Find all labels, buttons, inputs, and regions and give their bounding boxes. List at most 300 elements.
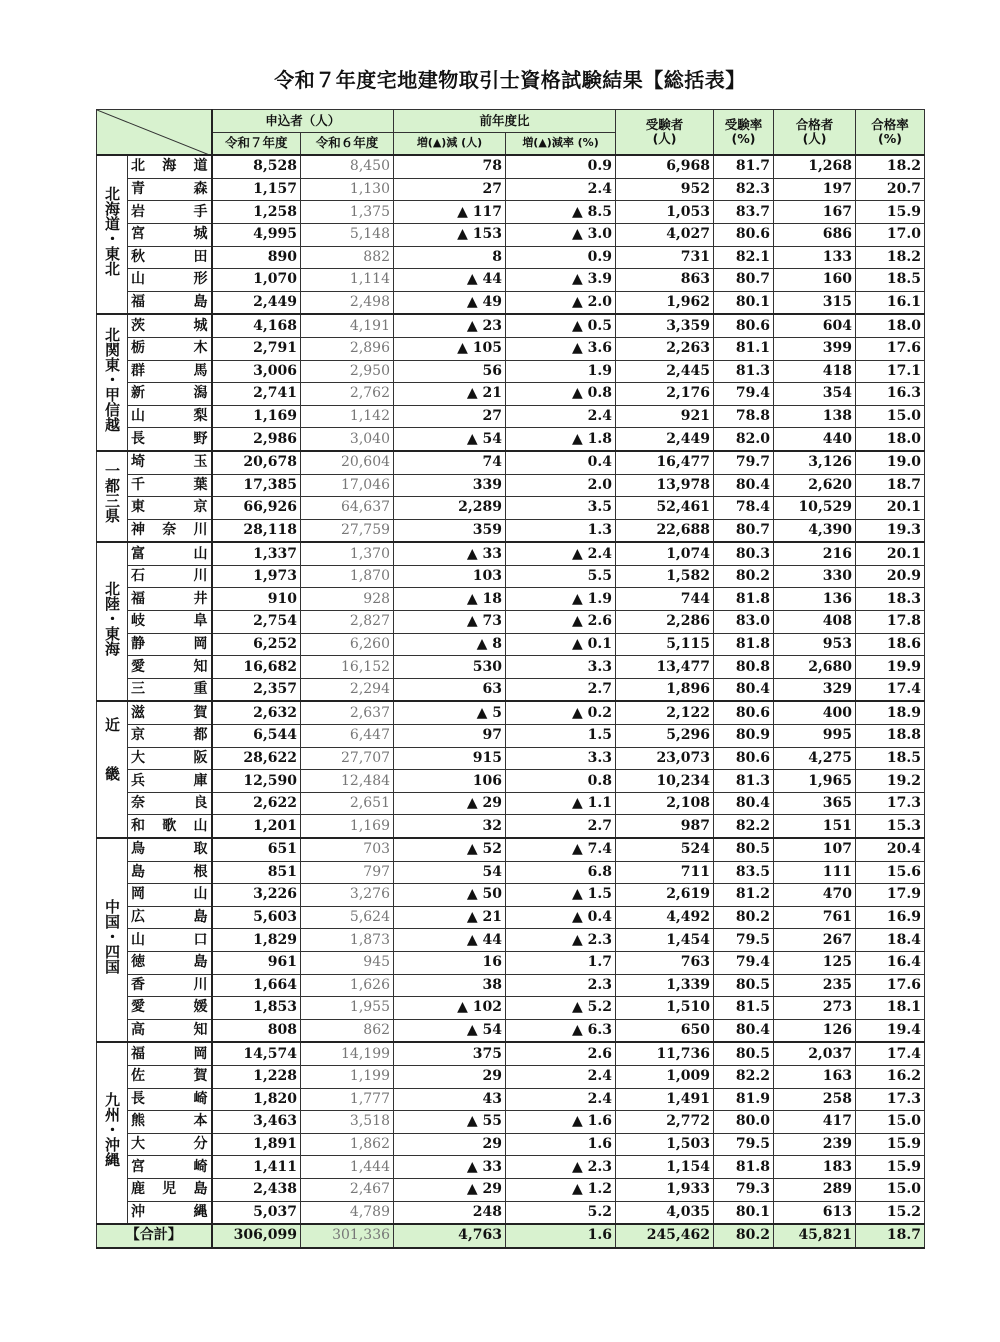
pass-rate-cell: 18.5 — [856, 269, 925, 292]
region-label — [97, 838, 128, 1042]
r6-applicants-cell: 17,046 — [301, 474, 394, 497]
yoy-diff-cell: ▲ 117 — [394, 201, 506, 224]
table-row — [97, 1156, 925, 1179]
pass-rate-cell: 19.3 — [856, 519, 925, 542]
prefecture-cell: 岩手 — [128, 201, 212, 224]
prefecture-cell: 鹿児島 — [128, 1178, 212, 1201]
diagonal-line — [97, 110, 212, 155]
region-name: 一都三県 — [103, 463, 121, 524]
table-row — [97, 838, 925, 861]
pass-rate-cell: 18.5 — [856, 747, 925, 770]
pass-rate-cell: 20.9 — [856, 565, 925, 588]
prefecture-cell: 岡山 — [128, 884, 212, 907]
passers-cell: 470 — [774, 884, 856, 907]
pass-rate-cell: 18.7 — [856, 474, 925, 497]
r7-applicants-cell: 5,037 — [212, 1201, 301, 1224]
region-name: 北陸・東海 — [103, 580, 121, 656]
pass-rate-cell: 16.2 — [856, 1065, 925, 1088]
r7-applicants-cell: 1,411 — [212, 1156, 301, 1179]
passers-cell: 365 — [774, 792, 856, 815]
header-exam-rate: 受験率 (%) — [714, 110, 774, 156]
pass-rate-cell: 16.1 — [856, 291, 925, 314]
table-row — [97, 474, 925, 497]
r6-applicants-cell: 14,199 — [301, 1042, 394, 1065]
table-row — [97, 1133, 925, 1156]
yoy-diff-cell: 56 — [394, 360, 506, 383]
prefecture-cell: 長崎 — [128, 1088, 212, 1111]
prefecture-cell: 石川 — [128, 565, 212, 588]
examinees-cell: 5,296 — [616, 725, 714, 748]
table-row — [97, 815, 925, 838]
r7-applicants-cell: 2,632 — [212, 701, 301, 724]
r6-applicants-cell: 16,152 — [301, 656, 394, 679]
passers-cell: 1,268 — [774, 155, 856, 178]
table-row — [97, 428, 925, 451]
yoy-rate-cell: 1.3 — [506, 519, 616, 542]
yoy-diff-cell: ▲ 153 — [394, 223, 506, 246]
yoy-diff-cell: ▲ 55 — [394, 1111, 506, 1134]
r7-applicants-cell: 17,385 — [212, 474, 301, 497]
table-row — [97, 678, 925, 701]
yoy-rate-cell: ▲ 1.9 — [506, 588, 616, 611]
r6-applicants-cell: 3,276 — [301, 884, 394, 907]
prefecture-cell: 兵庫 — [128, 770, 212, 793]
prefecture-cell: 高知 — [128, 1019, 212, 1042]
exam-rate-cell: 79.5 — [714, 929, 774, 952]
exam-rate-cell: 80.5 — [714, 1042, 774, 1065]
prefecture-cell: 群馬 — [128, 360, 212, 383]
r6-applicants-cell: 1,862 — [301, 1133, 394, 1156]
prefecture-cell: 福岡 — [128, 1042, 212, 1065]
r7-applicants-cell: 1,337 — [212, 542, 301, 565]
pass-rate-cell: 18.4 — [856, 929, 925, 952]
examinees-cell: 5,115 — [616, 633, 714, 656]
passers-cell: 1,965 — [774, 770, 856, 793]
table-row — [97, 542, 925, 565]
r6-applicants-cell: 1,626 — [301, 974, 394, 997]
r7-applicants-cell: 1,820 — [212, 1088, 301, 1111]
yoy-diff-cell: 248 — [394, 1201, 506, 1224]
exam-rate-cell: 83.0 — [714, 611, 774, 634]
examinees-cell: 2,619 — [616, 884, 714, 907]
table-row — [97, 1065, 925, 1088]
examinees-cell: 4,035 — [616, 1201, 714, 1224]
yoy-diff-cell: 54 — [394, 861, 506, 884]
yoy-rate-cell: 1.9 — [506, 360, 616, 383]
examinees-cell: 22,688 — [616, 519, 714, 542]
r7-applicants-cell: 14,574 — [212, 1042, 301, 1065]
r7-applicants-cell: 1,973 — [212, 565, 301, 588]
r6-applicants-cell: 882 — [301, 246, 394, 269]
yoy-rate-cell: ▲ 3.0 — [506, 223, 616, 246]
yoy-rate-cell: 2.7 — [506, 815, 616, 838]
r7-applicants-cell: 8,528 — [212, 155, 301, 178]
prefecture-cell: 埼玉 — [128, 451, 212, 474]
exam-rate-cell: 79.7 — [714, 451, 774, 474]
r7-applicants-cell: 5,603 — [212, 906, 301, 929]
table-row — [97, 314, 925, 337]
yoy-rate-cell: ▲ 5.2 — [506, 997, 616, 1020]
yoy-rate-cell: 1.7 — [506, 951, 616, 974]
r7-applicants-cell: 961 — [212, 951, 301, 974]
r6-applicants-cell: 64,637 — [301, 497, 394, 520]
total-r7-applicants-cell: 306,099 — [212, 1224, 301, 1248]
pass-rate-cell: 18.2 — [856, 155, 925, 178]
yoy-rate-cell: ▲ 2.0 — [506, 291, 616, 314]
r6-applicants-cell: 1,169 — [301, 815, 394, 838]
passers-cell: 133 — [774, 246, 856, 269]
exam-rate-cell: 80.2 — [714, 906, 774, 929]
exam-rate-cell: 83.5 — [714, 861, 774, 884]
exam-rate-cell: 79.4 — [714, 951, 774, 974]
pass-rate-cell: 15.3 — [856, 815, 925, 838]
header-examinees: 受験者 (人) — [616, 110, 714, 156]
exam-rate-cell: 81.3 — [714, 770, 774, 793]
r6-applicants-cell: 1,873 — [301, 929, 394, 952]
r6-applicants-cell: 5,624 — [301, 906, 394, 929]
r7-applicants-cell: 16,682 — [212, 656, 301, 679]
yoy-rate-cell: ▲ 2.6 — [506, 611, 616, 634]
r7-applicants-cell: 28,118 — [212, 519, 301, 542]
r6-applicants-cell: 1,142 — [301, 405, 394, 428]
r6-applicants-cell: 1,130 — [301, 178, 394, 201]
yoy-diff-cell: 106 — [394, 770, 506, 793]
table-row — [97, 451, 925, 474]
corner-diagonal-cell — [97, 110, 212, 156]
yoy-rate-cell: ▲ 2.3 — [506, 1156, 616, 1179]
examinees-cell: 1,896 — [616, 678, 714, 701]
pass-rate-cell: 18.6 — [856, 633, 925, 656]
passers-cell: 418 — [774, 360, 856, 383]
prefecture-cell: 山梨 — [128, 405, 212, 428]
prefecture-cell: 徳島 — [128, 951, 212, 974]
total-examinees-cell: 245,462 — [616, 1224, 714, 1248]
table-row — [97, 201, 925, 224]
yoy-diff-cell: ▲ 18 — [394, 588, 506, 611]
pass-rate-cell: 17.3 — [856, 1088, 925, 1111]
pass-rate-cell: 17.0 — [856, 223, 925, 246]
examinees-cell: 1,154 — [616, 1156, 714, 1179]
yoy-diff-cell: ▲ 105 — [394, 337, 506, 360]
r7-applicants-cell: 20,678 — [212, 451, 301, 474]
exam-rate-cell: 80.2 — [714, 565, 774, 588]
exam-rate-cell: 80.4 — [714, 1019, 774, 1042]
table-row — [97, 291, 925, 314]
table-row — [97, 1178, 925, 1201]
passers-cell: 330 — [774, 565, 856, 588]
table-row — [97, 701, 925, 724]
r6-applicants-cell: 2,950 — [301, 360, 394, 383]
table-row — [97, 1111, 925, 1134]
yoy-diff-cell: 29 — [394, 1065, 506, 1088]
exam-rate-cell: 81.7 — [714, 155, 774, 178]
exam-rate-cell: 80.4 — [714, 474, 774, 497]
r6-applicants-cell: 2,762 — [301, 383, 394, 406]
passers-cell: 151 — [774, 815, 856, 838]
pass-rate-cell: 19.2 — [856, 770, 925, 793]
prefecture-cell: 福島 — [128, 291, 212, 314]
yoy-rate-cell: ▲ 0.1 — [506, 633, 616, 656]
prefecture-cell: 佐賀 — [128, 1065, 212, 1088]
r7-applicants-cell: 3,463 — [212, 1111, 301, 1134]
yoy-rate-cell: ▲ 3.6 — [506, 337, 616, 360]
yoy-rate-cell: ▲ 1.5 — [506, 884, 616, 907]
yoy-rate-cell: 2.4 — [506, 1088, 616, 1111]
total-pass-rate-cell: 18.7 — [856, 1224, 925, 1248]
table-row — [97, 360, 925, 383]
yoy-rate-cell: ▲ 7.4 — [506, 838, 616, 861]
table-row — [97, 906, 925, 929]
passers-cell: 10,529 — [774, 497, 856, 520]
yoy-diff-cell: ▲ 29 — [394, 1178, 506, 1201]
yoy-diff-cell: 27 — [394, 405, 506, 428]
r7-applicants-cell: 6,544 — [212, 725, 301, 748]
yoy-diff-cell: ▲ 44 — [394, 929, 506, 952]
yoy-rate-cell: ▲ 0.2 — [506, 701, 616, 724]
pass-rate-cell: 17.4 — [856, 678, 925, 701]
pass-rate-cell: 15.9 — [856, 1156, 925, 1179]
total-row — [97, 1224, 925, 1248]
header-r7: 令和７年度 — [212, 132, 301, 155]
examinees-cell: 2,122 — [616, 701, 714, 724]
pass-rate-cell: 20.1 — [856, 542, 925, 565]
r6-applicants-cell: 3,518 — [301, 1111, 394, 1134]
passers-cell: 239 — [774, 1133, 856, 1156]
r7-applicants-cell: 1,157 — [212, 178, 301, 201]
yoy-diff-cell: ▲ 52 — [394, 838, 506, 861]
table-row — [97, 337, 925, 360]
header-r6: 令和６年度 — [301, 132, 394, 155]
yoy-diff-cell: 29 — [394, 1133, 506, 1156]
r6-applicants-cell: 12,484 — [301, 770, 394, 793]
passers-cell: 329 — [774, 678, 856, 701]
r7-applicants-cell: 1,258 — [212, 201, 301, 224]
yoy-rate-cell: 2.0 — [506, 474, 616, 497]
exam-rate-cell: 78.8 — [714, 405, 774, 428]
yoy-diff-cell: 38 — [394, 974, 506, 997]
passers-cell: 399 — [774, 337, 856, 360]
table-row — [97, 656, 925, 679]
r7-applicants-cell: 1,664 — [212, 974, 301, 997]
exam-rate-cell: 81.5 — [714, 997, 774, 1020]
examinees-cell: 1,503 — [616, 1133, 714, 1156]
exam-rate-cell: 82.3 — [714, 178, 774, 201]
r7-applicants-cell: 1,891 — [212, 1133, 301, 1156]
examinees-cell: 524 — [616, 838, 714, 861]
region-name: 九州・沖縄 — [103, 1092, 121, 1168]
pass-rate-cell: 19.9 — [856, 656, 925, 679]
yoy-rate-cell: ▲ 0.8 — [506, 383, 616, 406]
examinees-cell: 2,449 — [616, 428, 714, 451]
prefecture-cell: 香川 — [128, 974, 212, 997]
table-row — [97, 1019, 925, 1042]
exam-rate-cell: 80.1 — [714, 291, 774, 314]
table-row — [97, 519, 925, 542]
r7-applicants-cell: 1,169 — [212, 405, 301, 428]
r7-applicants-cell: 2,449 — [212, 291, 301, 314]
passers-cell: 995 — [774, 725, 856, 748]
table-row — [97, 611, 925, 634]
yoy-rate-cell: 3.3 — [506, 747, 616, 770]
yoy-diff-cell: 375 — [394, 1042, 506, 1065]
exam-rate-cell: 80.4 — [714, 792, 774, 815]
total-label-cell: 【合計】 — [97, 1224, 212, 1248]
examinees-cell: 2,286 — [616, 611, 714, 634]
yoy-diff-cell: 43 — [394, 1088, 506, 1111]
exam-rate-cell: 80.6 — [714, 314, 774, 337]
passers-cell: 2,037 — [774, 1042, 856, 1065]
pass-rate-cell: 18.0 — [856, 314, 925, 337]
table-row — [97, 951, 925, 974]
r7-applicants-cell: 651 — [212, 838, 301, 861]
examinees-cell: 13,477 — [616, 656, 714, 679]
yoy-rate-cell: ▲ 2.4 — [506, 542, 616, 565]
exam-rate-cell: 82.1 — [714, 246, 774, 269]
exam-rate-cell: 80.7 — [714, 269, 774, 292]
exam-rate-cell: 83.7 — [714, 201, 774, 224]
exam-rate-cell: 81.1 — [714, 337, 774, 360]
yoy-diff-cell: 103 — [394, 565, 506, 588]
exam-rate-cell: 82.2 — [714, 1065, 774, 1088]
region-name: 北関東・甲信越 — [103, 326, 121, 432]
r7-applicants-cell: 1,853 — [212, 997, 301, 1020]
prefecture-cell: 北海道 — [128, 155, 212, 178]
pass-rate-cell: 17.9 — [856, 884, 925, 907]
examinees-cell: 1,962 — [616, 291, 714, 314]
passers-cell: 686 — [774, 223, 856, 246]
exam-rate-cell: 80.9 — [714, 725, 774, 748]
yoy-diff-cell: ▲ 50 — [394, 884, 506, 907]
r6-applicants-cell: 2,651 — [301, 792, 394, 815]
exam-rate-cell: 80.6 — [714, 223, 774, 246]
pass-rate-cell: 17.1 — [856, 360, 925, 383]
r6-applicants-cell: 8,450 — [301, 155, 394, 178]
yoy-diff-cell: 339 — [394, 474, 506, 497]
exam-rate-cell: 79.4 — [714, 383, 774, 406]
passers-cell: 604 — [774, 314, 856, 337]
pass-rate-cell: 19.0 — [856, 451, 925, 474]
passers-cell: 111 — [774, 861, 856, 884]
table-row — [97, 884, 925, 907]
r6-applicants-cell: 1,777 — [301, 1088, 394, 1111]
yoy-rate-cell: ▲ 8.5 — [506, 201, 616, 224]
yoy-diff-cell: 359 — [394, 519, 506, 542]
table-row — [97, 1088, 925, 1111]
table-row — [97, 155, 925, 178]
r7-applicants-cell: 2,791 — [212, 337, 301, 360]
exam-rate-cell: 81.9 — [714, 1088, 774, 1111]
prefecture-cell: 愛媛 — [128, 997, 212, 1020]
passers-cell: 761 — [774, 906, 856, 929]
total-yoy-rate-cell: 1.6 — [506, 1224, 616, 1248]
examinees-cell: 4,027 — [616, 223, 714, 246]
examinees-cell: 711 — [616, 861, 714, 884]
pass-rate-cell: 18.3 — [856, 588, 925, 611]
examinees-cell: 1,074 — [616, 542, 714, 565]
region-label — [97, 1042, 128, 1224]
r6-applicants-cell: 797 — [301, 861, 394, 884]
pass-rate-cell: 18.0 — [856, 428, 925, 451]
r6-applicants-cell: 928 — [301, 588, 394, 611]
r6-applicants-cell: 4,191 — [301, 314, 394, 337]
pass-rate-cell: 15.0 — [856, 1178, 925, 1201]
yoy-diff-cell: 78 — [394, 155, 506, 178]
examinees-cell: 1,454 — [616, 929, 714, 952]
examinees-cell: 2,263 — [616, 337, 714, 360]
yoy-rate-cell: ▲ 1.2 — [506, 1178, 616, 1201]
r6-applicants-cell: 2,294 — [301, 678, 394, 701]
r7-applicants-cell: 1,228 — [212, 1065, 301, 1088]
table-row — [97, 1201, 925, 1224]
passers-cell: 3,126 — [774, 451, 856, 474]
r7-applicants-cell: 3,226 — [212, 884, 301, 907]
prefecture-cell: 福井 — [128, 588, 212, 611]
passers-cell: 289 — [774, 1178, 856, 1201]
table-row — [97, 565, 925, 588]
r7-applicants-cell: 6,252 — [212, 633, 301, 656]
yoy-rate-cell: 0.9 — [506, 155, 616, 178]
exam-rate-cell: 81.2 — [714, 884, 774, 907]
r7-applicants-cell: 1,829 — [212, 929, 301, 952]
pass-rate-cell: 15.9 — [856, 1133, 925, 1156]
pass-rate-cell: 16.4 — [856, 951, 925, 974]
yoy-rate-cell: ▲ 1.8 — [506, 428, 616, 451]
prefecture-cell: 山口 — [128, 929, 212, 952]
table-row — [97, 997, 925, 1020]
examinees-cell: 23,073 — [616, 747, 714, 770]
prefecture-cell: 広島 — [128, 906, 212, 929]
r6-applicants-cell: 2,896 — [301, 337, 394, 360]
yoy-diff-cell: ▲ 5 — [394, 701, 506, 724]
yoy-rate-cell: 6.8 — [506, 861, 616, 884]
r6-applicants-cell: 6,260 — [301, 633, 394, 656]
r6-applicants-cell: 27,707 — [301, 747, 394, 770]
prefecture-cell: 富山 — [128, 542, 212, 565]
passers-cell: 267 — [774, 929, 856, 952]
yoy-diff-cell: ▲ 8 — [394, 633, 506, 656]
table-row — [97, 792, 925, 815]
exam-rate-cell: 80.6 — [714, 701, 774, 724]
exam-rate-cell: 78.4 — [714, 497, 774, 520]
pass-rate-cell: 15.9 — [856, 201, 925, 224]
r6-applicants-cell: 703 — [301, 838, 394, 861]
prefecture-cell: 大分 — [128, 1133, 212, 1156]
exam-rate-cell: 82.0 — [714, 428, 774, 451]
header-pass-rate: 合格率 (%) — [856, 110, 925, 156]
passers-cell: 258 — [774, 1088, 856, 1111]
yoy-diff-cell: ▲ 23 — [394, 314, 506, 337]
passers-cell: 126 — [774, 1019, 856, 1042]
r6-applicants-cell: 1,114 — [301, 269, 394, 292]
header-diff: 増(▲)減 (人) — [394, 132, 506, 155]
prefecture-cell: 京都 — [128, 725, 212, 748]
prefecture-cell: 千葉 — [128, 474, 212, 497]
passers-cell: 216 — [774, 542, 856, 565]
pass-rate-cell: 17.6 — [856, 974, 925, 997]
examinees-cell: 4,492 — [616, 906, 714, 929]
yoy-rate-cell: 0.8 — [506, 770, 616, 793]
exam-rate-cell: 80.0 — [714, 1111, 774, 1134]
passers-cell: 613 — [774, 1201, 856, 1224]
total-r6-applicants-cell: 301,336 — [301, 1224, 394, 1248]
r7-applicants-cell: 910 — [212, 588, 301, 611]
r7-applicants-cell: 2,622 — [212, 792, 301, 815]
header-rate: 増(▲)減率 (%) — [506, 132, 616, 155]
exam-rate-cell: 80.7 — [714, 519, 774, 542]
passers-cell: 315 — [774, 291, 856, 314]
r7-applicants-cell: 4,168 — [212, 314, 301, 337]
yoy-rate-cell: 0.4 — [506, 451, 616, 474]
